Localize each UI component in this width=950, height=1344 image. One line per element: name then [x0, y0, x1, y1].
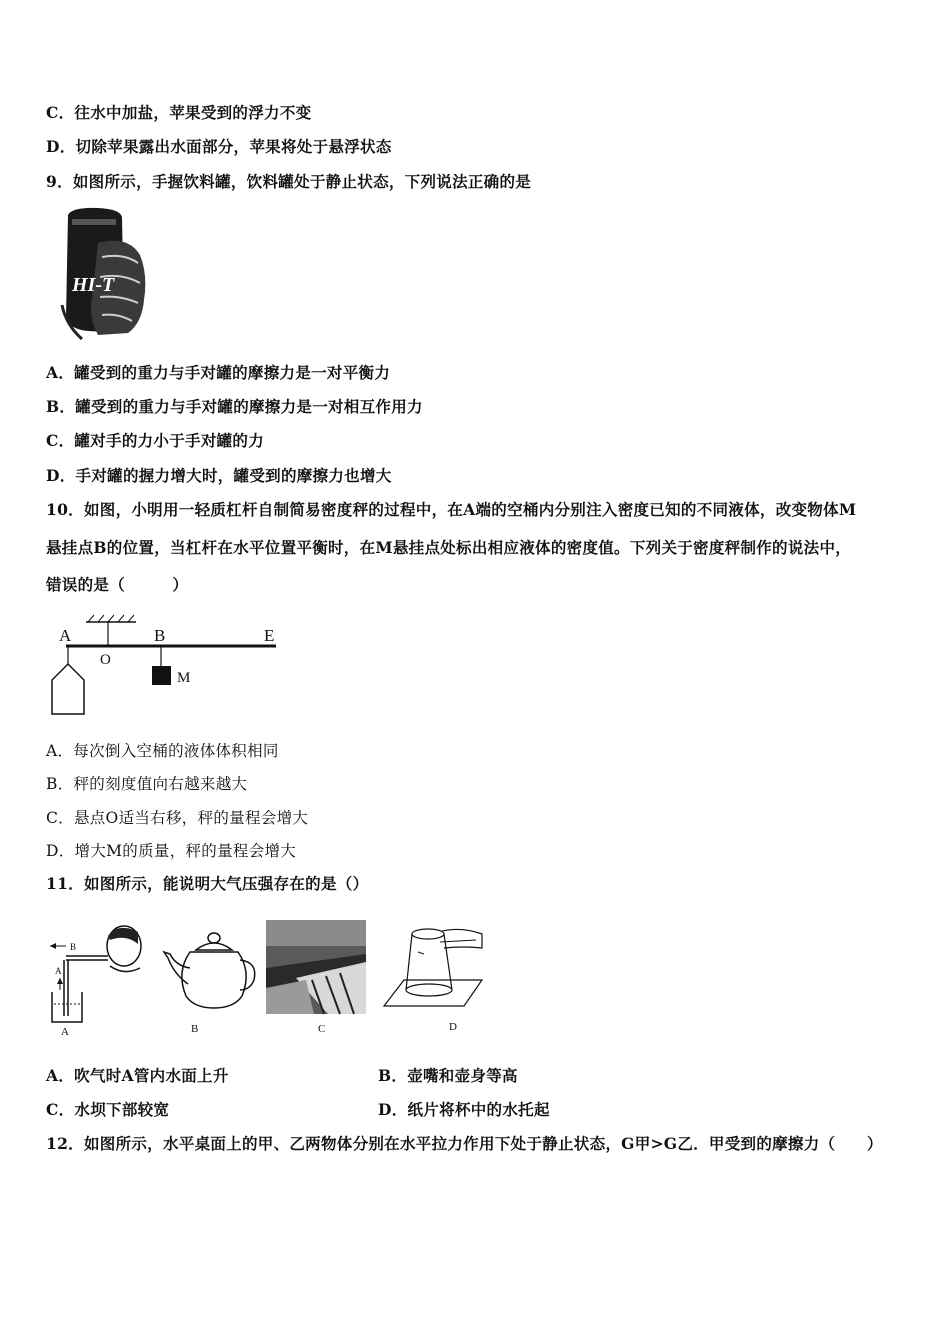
q8-option-d: D．切除苹果露出水面部分，苹果将处于悬浮状态 — [46, 137, 392, 156]
q10-stem-line-2: 悬挂点B的位置，当杠杆在水平位置平衡时，在M悬挂点处标出相应液体的密度值。下列关于密度秤制作的说法中， — [46, 538, 852, 557]
q9-option-c: C．罐对手的力小于手对罐的力 — [46, 431, 265, 450]
q10-option-b: B．秤的刻度值向右越来越大 — [46, 775, 248, 793]
q11-option-a: A．吹气时A管内水面上升 — [46, 1066, 229, 1085]
figure-c-dam-photo — [266, 918, 368, 1036]
label-a: A — [59, 626, 72, 645]
label-e: E — [264, 626, 275, 645]
can-top-band — [72, 219, 116, 225]
q11-option-b: B．壶嘴和壶身等高 — [378, 1066, 518, 1085]
q8-option-c: C．往水中加盐，苹果受到的浮力不变 — [46, 103, 312, 122]
weight-m — [152, 666, 171, 685]
label-m: M — [177, 670, 191, 686]
q9-stem: 9．如图所示，手握饮料罐，饮料罐处于静止状态，下列说法正确的是 — [46, 172, 532, 191]
q10-stem-line-1: 10．如图，小明用一轻质杠杆自制简易密度秤的过程中，在A端的空桶内分别注入密度已知的不同液体，改变物体M — [46, 500, 857, 519]
fig-b-caption: B — [191, 1023, 199, 1035]
fig-c-caption: C — [318, 1023, 326, 1035]
q11-stem: 11．如图所示，能说明大气压强存在的是（） — [46, 874, 369, 893]
q9-option-a: A．罐受到的重力与手对罐的摩擦力是一对平衡力 — [46, 363, 391, 382]
fig-a-label-a: A — [55, 966, 62, 976]
label-o: O — [100, 652, 111, 668]
figure-b-teapot — [160, 928, 260, 1036]
q11-option-c: C．水坝下部较宽 — [46, 1100, 170, 1119]
q11-option-d: D．纸片将杯中的水托起 — [378, 1100, 550, 1119]
fig-a-caption: A — [61, 1026, 69, 1036]
q9-option-d: D．手对罐的握力增大时，罐受到的摩擦力也增大 — [46, 466, 392, 485]
lever-density-scale-figure — [44, 612, 284, 722]
fig-d-caption: D — [449, 1021, 457, 1033]
q12-stem: 12．如图所示，水平桌面上的甲、乙两物体分别在水平拉力作用下处于静止状态，G甲>G乙．甲受到的摩擦力（ ） — [46, 1134, 883, 1153]
q10-option-c: C．悬点O适当右移，秤的量程会增大 — [46, 809, 309, 827]
fig-a-label-b: B — [70, 942, 77, 952]
label-b: B — [154, 626, 166, 645]
q10-stem-line-3: 错误的是（ ） — [46, 575, 189, 594]
empty-bucket — [52, 664, 84, 714]
q10-option-d: D．增大M的质量，秤的量程会增大 — [46, 842, 297, 860]
figure-a-blowing-tube — [46, 918, 146, 1036]
q9-option-b: B．罐受到的重力与手对罐的摩擦力是一对相互作用力 — [46, 397, 423, 416]
q10-option-a: A．每次倒入空桶的液体体积相同 — [46, 742, 279, 760]
hand-holding-can-figure — [58, 205, 150, 340]
can-brand-label: HI-T — [72, 274, 115, 296]
figure-d-cup-paper — [380, 918, 490, 1036]
